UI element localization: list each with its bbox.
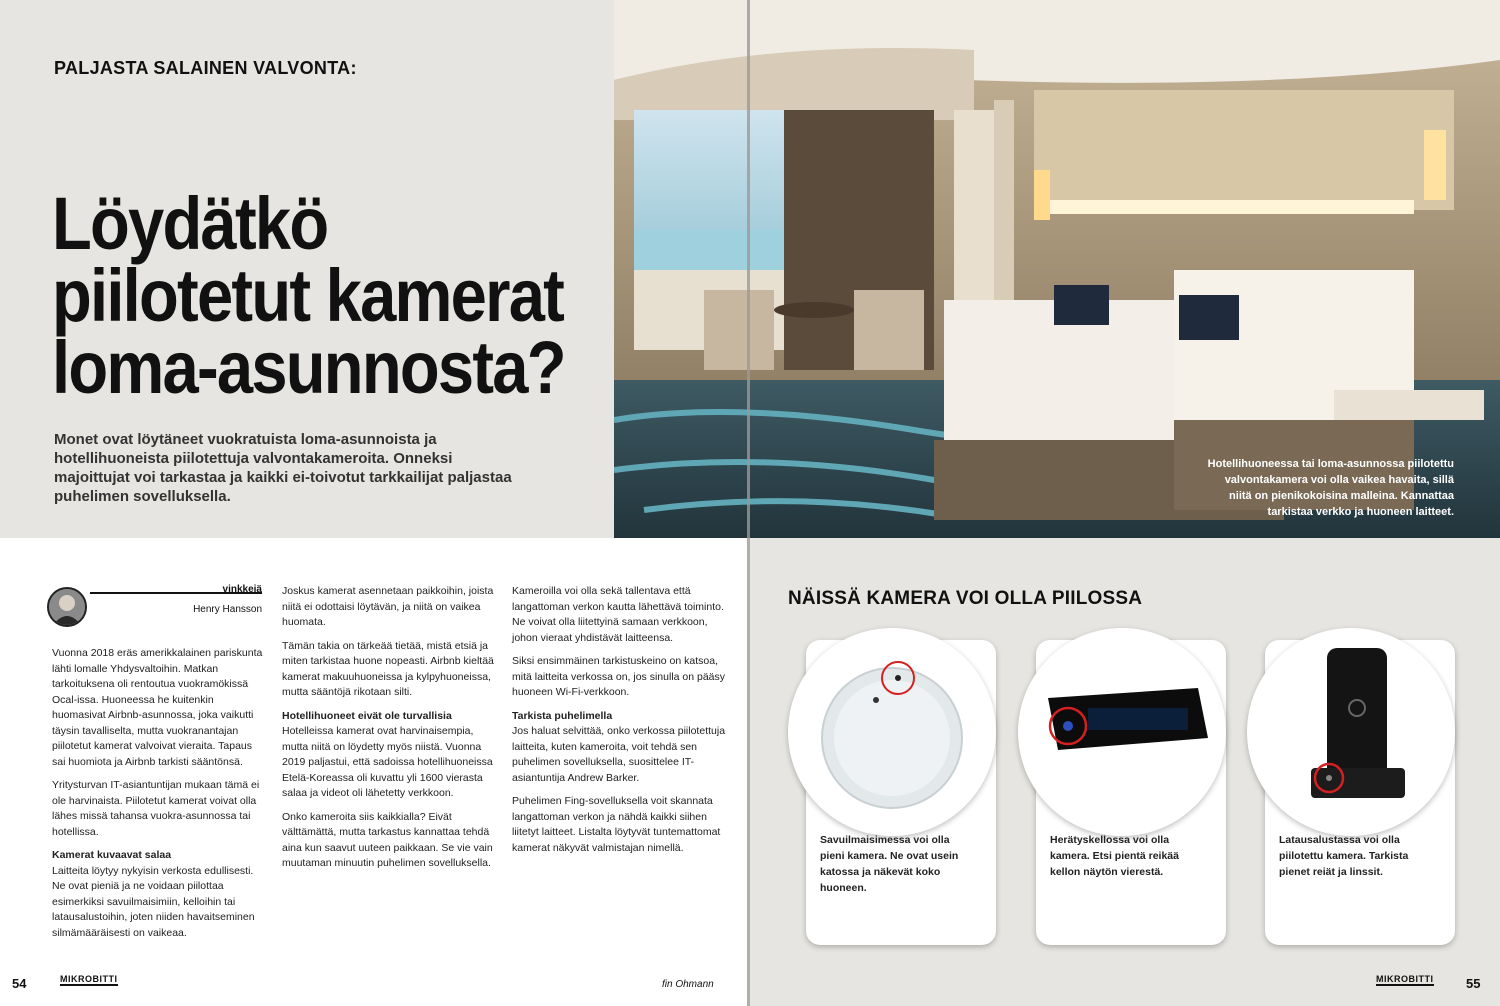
author-portrait-icon — [49, 589, 85, 625]
headline — [52, 182, 615, 409]
body-paragraph: Siksi ensimmäinen tarkistuskeino on katsoa, mitä laitteita verkossa on, jos sinulla on pääsy huoneen Wi-Fi-verkkoon. — [512, 655, 726, 698]
body-paragraph: Puhelimen Fing-sovelluksella voit skannata langattoman verkon ja nähdä kaikki siihen liitetyt laitteet. Listalta löytyvät tuntemattomat kamerat näkyvät valmistajan nimellä. — [512, 795, 721, 854]
body-paragraph: Joskus kamerat asennetaan paikkoihin, joista niitä ei odottaisi löytävän, ja niitä on vaikea huomata. — [282, 585, 494, 628]
body-paragraph: Onko kameroita siis kaikkialla? Eivät välttämättä, mutta tarkastus kannattaa tehdä aina kun saavut uuteen paikkaan. Se vie vain muutaman minuutin puhelimen sovelluksella. — [282, 810, 493, 869]
author-avatar — [47, 587, 87, 627]
author-name: Henry Hansson — [193, 604, 262, 615]
body-column-3 — [512, 584, 734, 864]
card-description: Savuilmaisimessa voi olla pieni kamera. Ne ovat usein katossa ja näkevät koko huoneen. — [820, 834, 959, 894]
headline-line: Löydätkö — [52, 182, 328, 265]
body-paragraph: Yritysturvan IT-asiantuntijan mukaan tämä ei ole harvinaista. Piilotetut kamerat voivat olla lähes missä tahansa vuokra-asunnossa tai hotellissa. — [52, 779, 260, 838]
kicker: PALJASTA SALAINEN VALVONTA: — [54, 58, 357, 78]
page-number-left: 54 — [12, 976, 27, 991]
page-number-right: 55 — [1466, 976, 1481, 991]
card-smoke-detector — [806, 640, 996, 945]
card-description: Latausalustassa voi olla piilotettu kamera. Tarkista pienet reiät ja linssit. — [1279, 834, 1409, 878]
lead-paragraph: Monet ovat löytäneet vuokratuista loma-asunnoista ja hotellihuoneista piilotettuja valvontakameroita. Onneksi majoittujat voi tarkastaa ja kaikki ei-toivotut tarkkailijat paljastaa puhelimen sovelluksella. — [54, 431, 512, 505]
photographer-signature: fin Ohmann — [662, 979, 714, 990]
body-paragraph: Hotelleissa kamerat ovat harvinaisempia, mutta niitä on löydetty myös niistä. Vuonna 2019 paljastui, että sadoissa hotellihuoneissa Etelä-Koreassa oli kuvattu yli 1600 vierasta salaa ja videot oli lähetetty verkkoon. — [282, 725, 493, 799]
card-image-circle — [788, 628, 996, 836]
brand-logo-left: MIKROBITTI — [60, 974, 118, 984]
photo-caption: Hotellihuoneessa tai loma-asunnossa piilotettu valvontakamera voi olla vaikea havaita, sillä niitä on pienikokoisina malleina. Kannattaa tarkistaa verkko ja huoneen laitteet. — [1207, 458, 1454, 518]
body-paragraph: Kameroilla voi olla sekä tallentava että langattoman verkon kautta lähettävä toiminto. Ne voivat olla liitettyinä samaan verkkoon, johon vieraat yhdistävät laitteensa. — [512, 585, 724, 644]
smoke-detector-icon — [788, 628, 996, 836]
card-alarm-clock — [1036, 640, 1226, 945]
card-description: Herätyskellossa voi olla kamera. Etsi pientä reikää kellon näytön vierestä. — [1050, 834, 1179, 878]
body-column-1 — [52, 646, 264, 949]
card-image-circle — [1247, 628, 1455, 836]
body-paragraph: Jos haluat selvittää, onko verkossa piilotettuja laitteita, kuten kameroita, voit tehdä sen puhelimen sovelluksella, suosittelee IT-asiantuntija Andrew Barker. — [512, 725, 726, 784]
body-paragraph: Tämän takia on tärkeää tietää, mistä etsiä ja miten tarkistaa huone nopeasti. Airbnb kieltää kamerat makuuhuoneissa ja kylpyhuoneissa, mutta sääntöjä rikotaan silti. — [282, 639, 494, 698]
card-image-circle — [1018, 628, 1226, 836]
card-charging-stand — [1265, 640, 1455, 945]
author-role: vinkkejä — [222, 584, 262, 595]
charging-stand-icon — [1247, 628, 1455, 836]
brand-logo-right: MIKROBITTI — [1376, 974, 1434, 984]
headline-line: piilotetut kamerat — [52, 254, 564, 337]
subheading: Tarkista puhelimella — [512, 709, 613, 722]
subheading: Kamerat kuvaavat salaa — [52, 849, 172, 861]
subheading: Hotellihuoneet eivät ole turvallisia — [282, 709, 452, 722]
alarm-clock-icon — [1018, 628, 1226, 836]
body-column-2 — [282, 584, 502, 880]
body-paragraph: Laitteita löytyy nykyisin verkosta edullisesti. Ne ovat pieniä ja ne voidaan piilottaa esimerkiksi savuilmaisimiin, kelloihin tai latausalustoihin, joten niiden havaitseminen silmämääräisesti on vaikeaa. — [52, 864, 255, 939]
headline-line: loma-asunnosta? — [52, 326, 565, 409]
info-box-heading: NÄISSÄ KAMERA VOI OLLA PIILOSSA — [788, 588, 1143, 609]
body-paragraph: Vuonna 2018 eräs amerikkalainen pariskunta lähti lomalle Yhdysvaltoihin. Matkan tarkoituksena oli rentoutua vuokramökissä Ocal-issa. Huoneessa he kuitenkin huomasivat Airbnb-asunnossa, joka vaikutti täysin tavalliselta, mutta vuokranantajan piilotetut kamerat valvoivat vieraita. Tapaus sai huomiota ja Airbnb tarkisti sääntönsä. — [52, 647, 263, 768]
